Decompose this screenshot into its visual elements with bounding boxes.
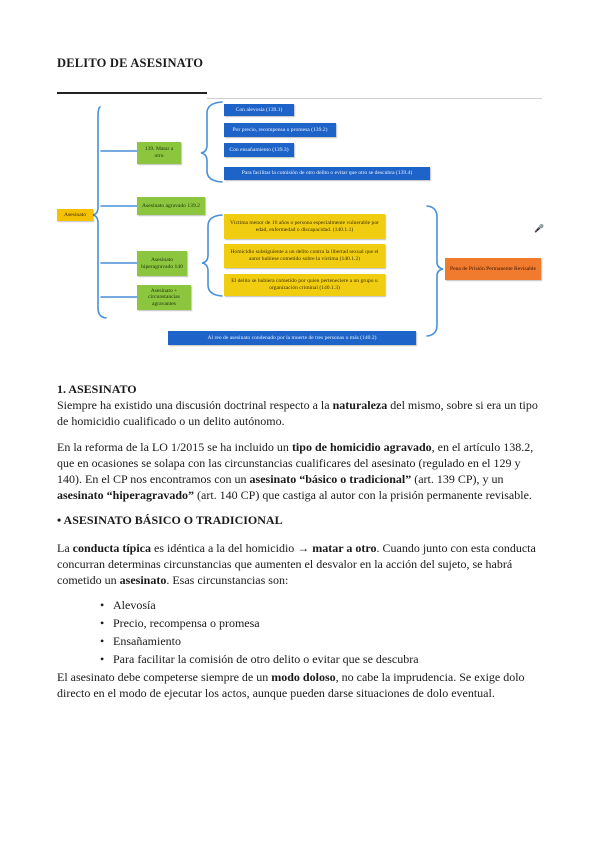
stray-icon: 🎤 — [534, 224, 544, 233]
section-1-paragraph-2 — [57, 439, 543, 503]
document-title: DELITO DE ASESINATO — [57, 56, 204, 70]
bold-text: asesinato “hiperagravado” — [57, 488, 195, 502]
root-brace — [93, 107, 106, 318]
section-2-paragraph-1 — [57, 540, 543, 588]
node-reo: Al reo de asesinato condenado por la muerte de tres personas o más (140.2) — [168, 331, 416, 345]
bold-text: tipo de homicidio agravado — [291, 440, 432, 454]
node-pena: Pena de Prisión Permanente Revisable — [445, 258, 541, 280]
text: del mismo, sobre si era un tipo de homicidio cualificado o un delito autónomo. — [57, 398, 538, 428]
text: El asesinato debe competerse siempre de un — [57, 670, 272, 684]
text: En la reforma de la LO 1/2015 se ha incluido un — [57, 440, 292, 454]
pena-brace — [427, 206, 443, 336]
text: . Esas circunstancias son: — [166, 573, 289, 587]
node-matar-otro: 139. Matar a otro — [137, 142, 181, 164]
asesinato-diagram — [0, 0, 599, 360]
matar-brace — [201, 102, 222, 182]
text: (art. 140 CP) que castiga al autor con la prisión permanente revisable. — [194, 488, 532, 502]
node-alevosia: Con alevosía (139.1) — [224, 104, 294, 116]
text: es idéntica a la del homicidio → — [151, 541, 313, 555]
hiper-brace — [202, 215, 222, 296]
section-1 — [57, 381, 543, 503]
node-ensanamiento: Con ensañamiento (139.3) — [224, 143, 294, 157]
list-item: • Alevosía — [100, 596, 419, 614]
node-organizacion: El delito se hubiera cometido por quien perteneciere a un grupo u organización criminal (140.1.3) — [224, 274, 385, 296]
node-victima: Víctima menor de 16 años o persona especialmente vulnerable por edad, enfermedad o discapacidad. (140.1.1) — [224, 214, 385, 239]
section-2 — [57, 512, 543, 588]
node-asesinato-circunstancias: Asesinato + circunstancias agravantes — [137, 285, 191, 310]
list-item: • Para facilitar la comisión de otro delito o evitar que se descubra — [100, 650, 419, 668]
diagram-connectors — [0, 0, 599, 360]
section-2-heading: • ASESINATO BÁSICO O TRADICIONAL — [57, 513, 283, 527]
section-2-paragraph-2 — [57, 669, 543, 701]
bold-text: matar a otro — [312, 541, 377, 555]
node-asesinato-agravado: Asesinato agravado 139.2 — [137, 197, 205, 215]
node-homicidio: Homicidio subsiguiente a un delito contra la libertad sexual que el autor hubiese cometido sobre la víctima (140.1.2) — [224, 244, 385, 268]
bold-text: asesinato “básico o tradicional” — [249, 472, 412, 486]
node-precio: Por precio, recompensa o promesa (139.2) — [224, 123, 336, 137]
text: La — [57, 541, 73, 555]
bold-text: asesinato — [119, 573, 167, 587]
text: (art. 139 CP), y un — [411, 472, 504, 486]
list-item: • Ensañamiento — [100, 632, 419, 650]
list-item: • Precio, recompensa o promesa — [100, 614, 419, 632]
text: , en el artículo 138.2, que en ocasiones se solapa con las circunstancias cualificares del asesinato (regulado en el 129 y 140). En el CP nos encontramos con un — [57, 440, 534, 486]
text: , no cabe la imprudencia. Se exige dolo directo en el modo de ejecutar los actos, aunque pueden darse situaciones de dolo eventual. — [57, 670, 525, 700]
text: . Cuando junto con esta conducta concurran determinas circunstancias que aumenten el desvalor en la acción del sujeto, se habrá cometido un — [57, 541, 536, 587]
node-facilitar: Para facilitar la comisión de otro delito o evitar que otro se descubra (139.4) — [224, 167, 430, 180]
node-asesinato: Asesinato — [57, 209, 93, 221]
circunstancias-list — [100, 596, 419, 668]
text: Siempre ha existido una discusión doctrinal respecto a la — [57, 398, 333, 412]
node-asesinato-hiperagravado: Asesinato hiperagravado 140 — [137, 251, 187, 276]
bold-text: modo doloso — [271, 670, 336, 684]
section-1-paragraph-1 — [57, 397, 543, 429]
section-2-closing — [57, 669, 543, 701]
bold-text: naturaleza — [332, 398, 388, 412]
bold-text: conducta típica — [72, 541, 151, 555]
section-1-heading: 1. ASESINATO — [57, 382, 137, 396]
